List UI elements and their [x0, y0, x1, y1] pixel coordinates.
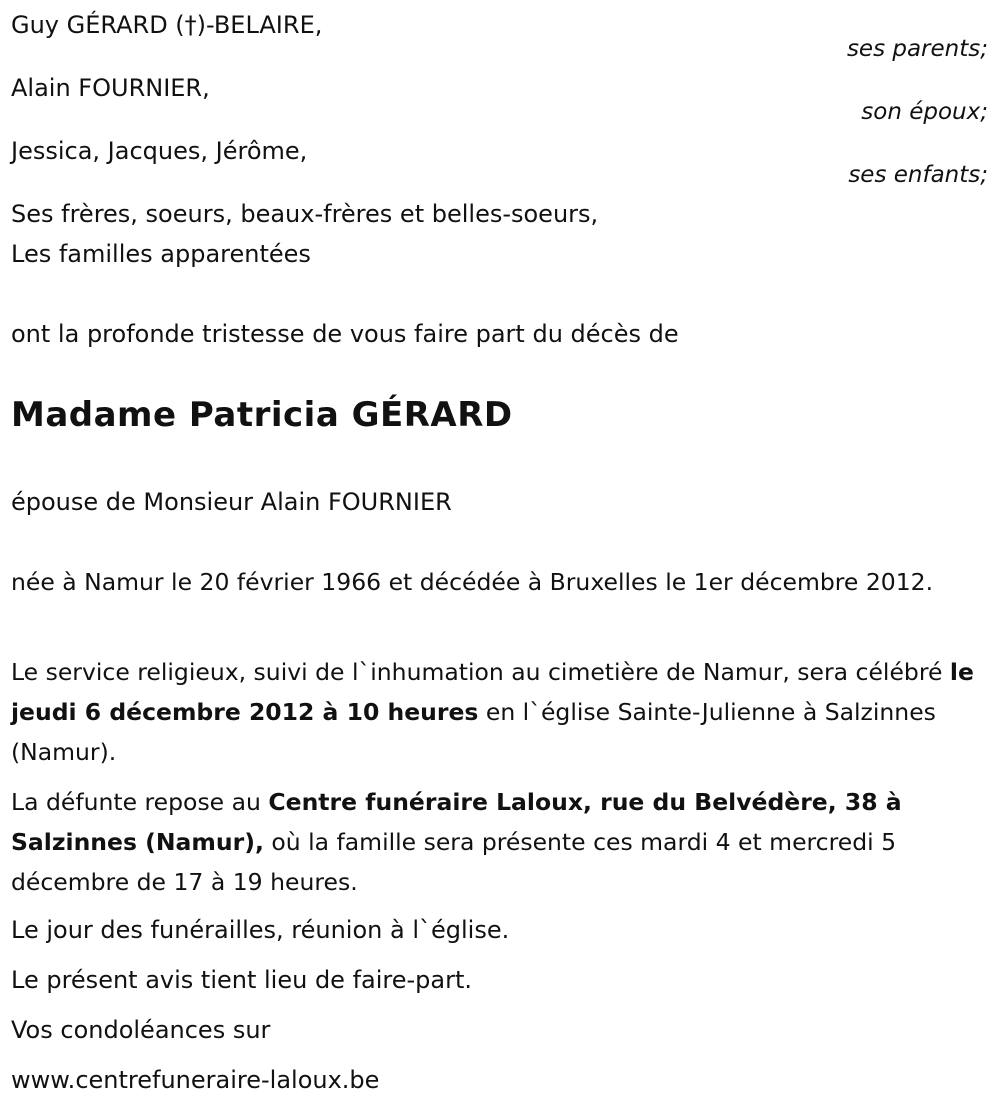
repose-text-post: où la famille sera présente ces mardi 4 et mercredi 5 décembre de 17 à 19 heures. [11, 828, 897, 896]
family-name-parents: Guy GÉRARD (†)-BELAIRE, [11, 11, 323, 39]
service-paragraph [11, 652, 996, 772]
others-siblings: Ses frères, soeurs, beaux-frères et belles-soeurs, [11, 200, 599, 228]
website-link[interactable]: www.centrefuneraire-laloux.be [11, 1066, 380, 1094]
spouse-line: épouse de Monsieur Alain FOURNIER [11, 488, 452, 516]
repose-text-pre: La défunte repose au [11, 788, 269, 816]
family-name-children: Jessica, Jacques, Jérôme, [11, 137, 308, 165]
deceased-name: Madame Patricia GÉRARD [11, 395, 513, 435]
others-families: Les familles apparentées [11, 240, 311, 268]
repose-location: Centre funéraire Laloux, rue du Belvédère, 38 à Salzinnes (Namur), [11, 788, 902, 856]
service-date: le jeudi 6 décembre 2012 à 10 heures [11, 658, 974, 726]
birth-death-paragraph: née à Namur le 20 février 1966 et décédée à Bruxelles le 1er décembre 2012. [11, 568, 934, 596]
relation-spouse: son époux; [861, 99, 988, 125]
service-text-pre: Le service religieux, suivi de l`inhumation au cimetière de Namur, sera célébré [11, 658, 950, 686]
relation-children: ses enfants; [848, 162, 988, 188]
condolences-label: Vos condoléances sur [11, 1016, 271, 1044]
relation-parents: ses parents; [846, 36, 988, 62]
notice-line: Le présent avis tient lieu de faire-part. [11, 966, 473, 994]
announcement-text: ont la profonde tristesse de vous faire part du décès de [11, 320, 679, 348]
service-text-post: en l`église Sainte-Julienne à Salzinnes (Namur). [11, 698, 936, 766]
family-name-spouse: Alain FOURNIER, [11, 74, 210, 102]
repose-paragraph [11, 782, 996, 902]
funeral-day-note: Le jour des funérailles, réunion à l`église. [11, 916, 510, 944]
